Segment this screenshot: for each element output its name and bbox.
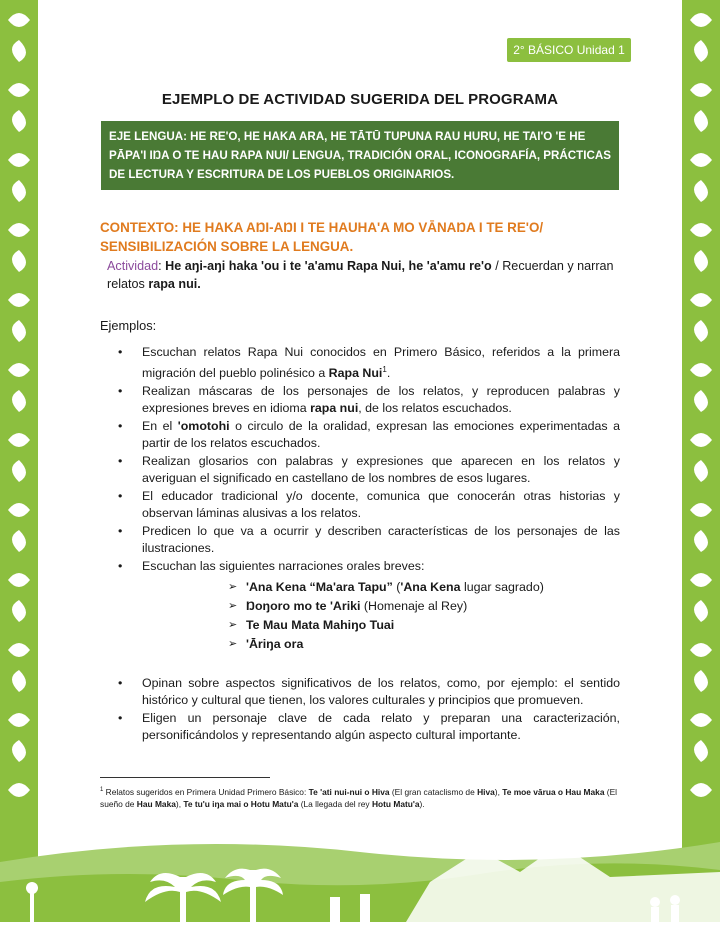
actividad-title-end: rapa nui. xyxy=(148,277,201,291)
narracion-item: ➢ Ŋoŋoro mo te 'Ariki (Homenaje al Rey) xyxy=(228,597,544,616)
footnote-divider xyxy=(100,777,270,778)
eje-lengua-box: EJE LENGUA: HE RE'O, HE HAKA ARA, HE TĀTŪ TUPUNA RAU HURU, HE TAI'O 'E HE PĀPA'I IŊA O TE HAU RAPA NUI/ LENGUA, TRADICIÓN ORAL, ICONOGRAFÍA, PRÁCTICAS DE LECTURA Y ESCRITURA DE LOS PUEBLOS ORIGINARIOS. xyxy=(101,121,619,190)
list-item: • Escuchan las siguientes narraciones orales breves: xyxy=(118,559,425,574)
bullet-icon: • xyxy=(118,454,123,469)
bullet-icon: • xyxy=(118,524,123,539)
grade-unit-badge: 2° BÁSICO Unidad 1 xyxy=(507,38,631,62)
example-list xyxy=(118,344,620,576)
example-list-continued xyxy=(118,675,620,745)
right-decorative-border xyxy=(682,0,720,932)
list-item: • Eligen un personaje clave de cada relato y preparan una caracterización, personificándolos y representando algún aspecto cultural importante. xyxy=(118,711,620,742)
bullet-icon: • xyxy=(118,345,123,359)
arrow-bullet-icon: ➢ xyxy=(228,638,238,650)
list-item: • En el 'omotohi o circulo de la oralidad, expresan las emociones experimentadas a partir de los relatos escuchados. xyxy=(118,419,620,451)
list-item: • Realizan máscaras de los personajes de los relatos, y reproducen palabras y expresiones breves en idioma rapa nui, de los relatos escuchados. xyxy=(118,384,620,416)
footer-landscape-illustration xyxy=(0,822,720,932)
narracion-item: ➢ 'Ana Kena “Ma'ara Tapu” ('Ana Kena lugar sagrado) xyxy=(228,578,544,597)
list-item: • Opinan sobre aspectos significativos de los relatos, como, por ejemplo: el sentido histórico y cultural que tienen, los valores culturales y principios que promueven. xyxy=(118,676,620,707)
list-item: • Realizan glosarios con palabras y expresiones que aparecen en los relatos y averiguan el significado en castellano de los nombres de esos lugares. xyxy=(118,454,620,486)
contexto-heading: CONTEXTO: HE HAKA AŊI-AŊI I TE HAUHA'A MO VĀNAŊA I TE RE'O/ SENSIBILIZACIÓN SOBRE LA LENGUA. xyxy=(100,220,544,254)
footnote: $^1$ Relatos sugeridos en Primera Unidad Primero Básico: Te 'ati nui-nui o Hiva (El gran cataclismo de Hiva), Te moe vārua o Hau Maka (El sueño de Hau Maka), Te tu'u iŋa mai o Hotu Matu'a (La llegada del rey Hotu Matu'a). xyxy=(100,786,618,809)
list-item: • Escuchan relatos Rapa Nui conocidos en Primero Básico, referidos a la primera migración del pueblo polinésico a Rapa Nui$^1$. xyxy=(118,345,620,381)
arrow-bullet-icon: ➢ xyxy=(228,619,238,631)
page-title: EJEMPLO DE ACTIVIDAD SUGERIDA DEL PROGRAMA xyxy=(161,91,559,108)
actividad-title-rapanui: He aŋi-aŋi haka 'ou i te 'a'amu Rapa Nui, he 'a'amu re'o xyxy=(165,259,492,273)
bullet-icon: • xyxy=(118,711,123,725)
list-item: • Predicen lo que va a ocurrir y describen características de los personajes de las ilustraciones. xyxy=(118,524,620,556)
right-border-pattern xyxy=(682,0,720,932)
actividad-line xyxy=(107,257,627,293)
narraciones-list xyxy=(228,578,544,654)
arrow-bullet-icon: ➢ xyxy=(228,581,238,593)
left-border-pattern xyxy=(0,0,38,932)
arrow-bullet-icon: ➢ xyxy=(228,600,238,612)
actividad-title-spanish: / Recuerdan y narran relatos xyxy=(107,259,614,291)
bullet-icon: • xyxy=(118,676,123,690)
left-decorative-border xyxy=(0,0,38,932)
ejemplos-heading: Ejemplos: xyxy=(100,318,157,333)
actividad-colon: : xyxy=(158,259,166,273)
bullet-icon: • xyxy=(118,384,123,399)
narracion-item: ➢ Te Mau Mata Mahiŋo Tuai xyxy=(228,616,544,635)
bullet-icon: • xyxy=(118,419,123,434)
list-item: • El educador tradicional y/o docente, comunica que conocerán otras historias y observan láminas alusivas a los relatos. xyxy=(118,489,620,521)
landscape-silhouette xyxy=(0,822,720,932)
actividad-label: Actividad xyxy=(107,259,159,273)
bullet-icon: • xyxy=(118,559,123,574)
bullet-icon: • xyxy=(118,489,123,504)
narracion-item: ➢ 'Āriŋa ora xyxy=(228,635,544,654)
